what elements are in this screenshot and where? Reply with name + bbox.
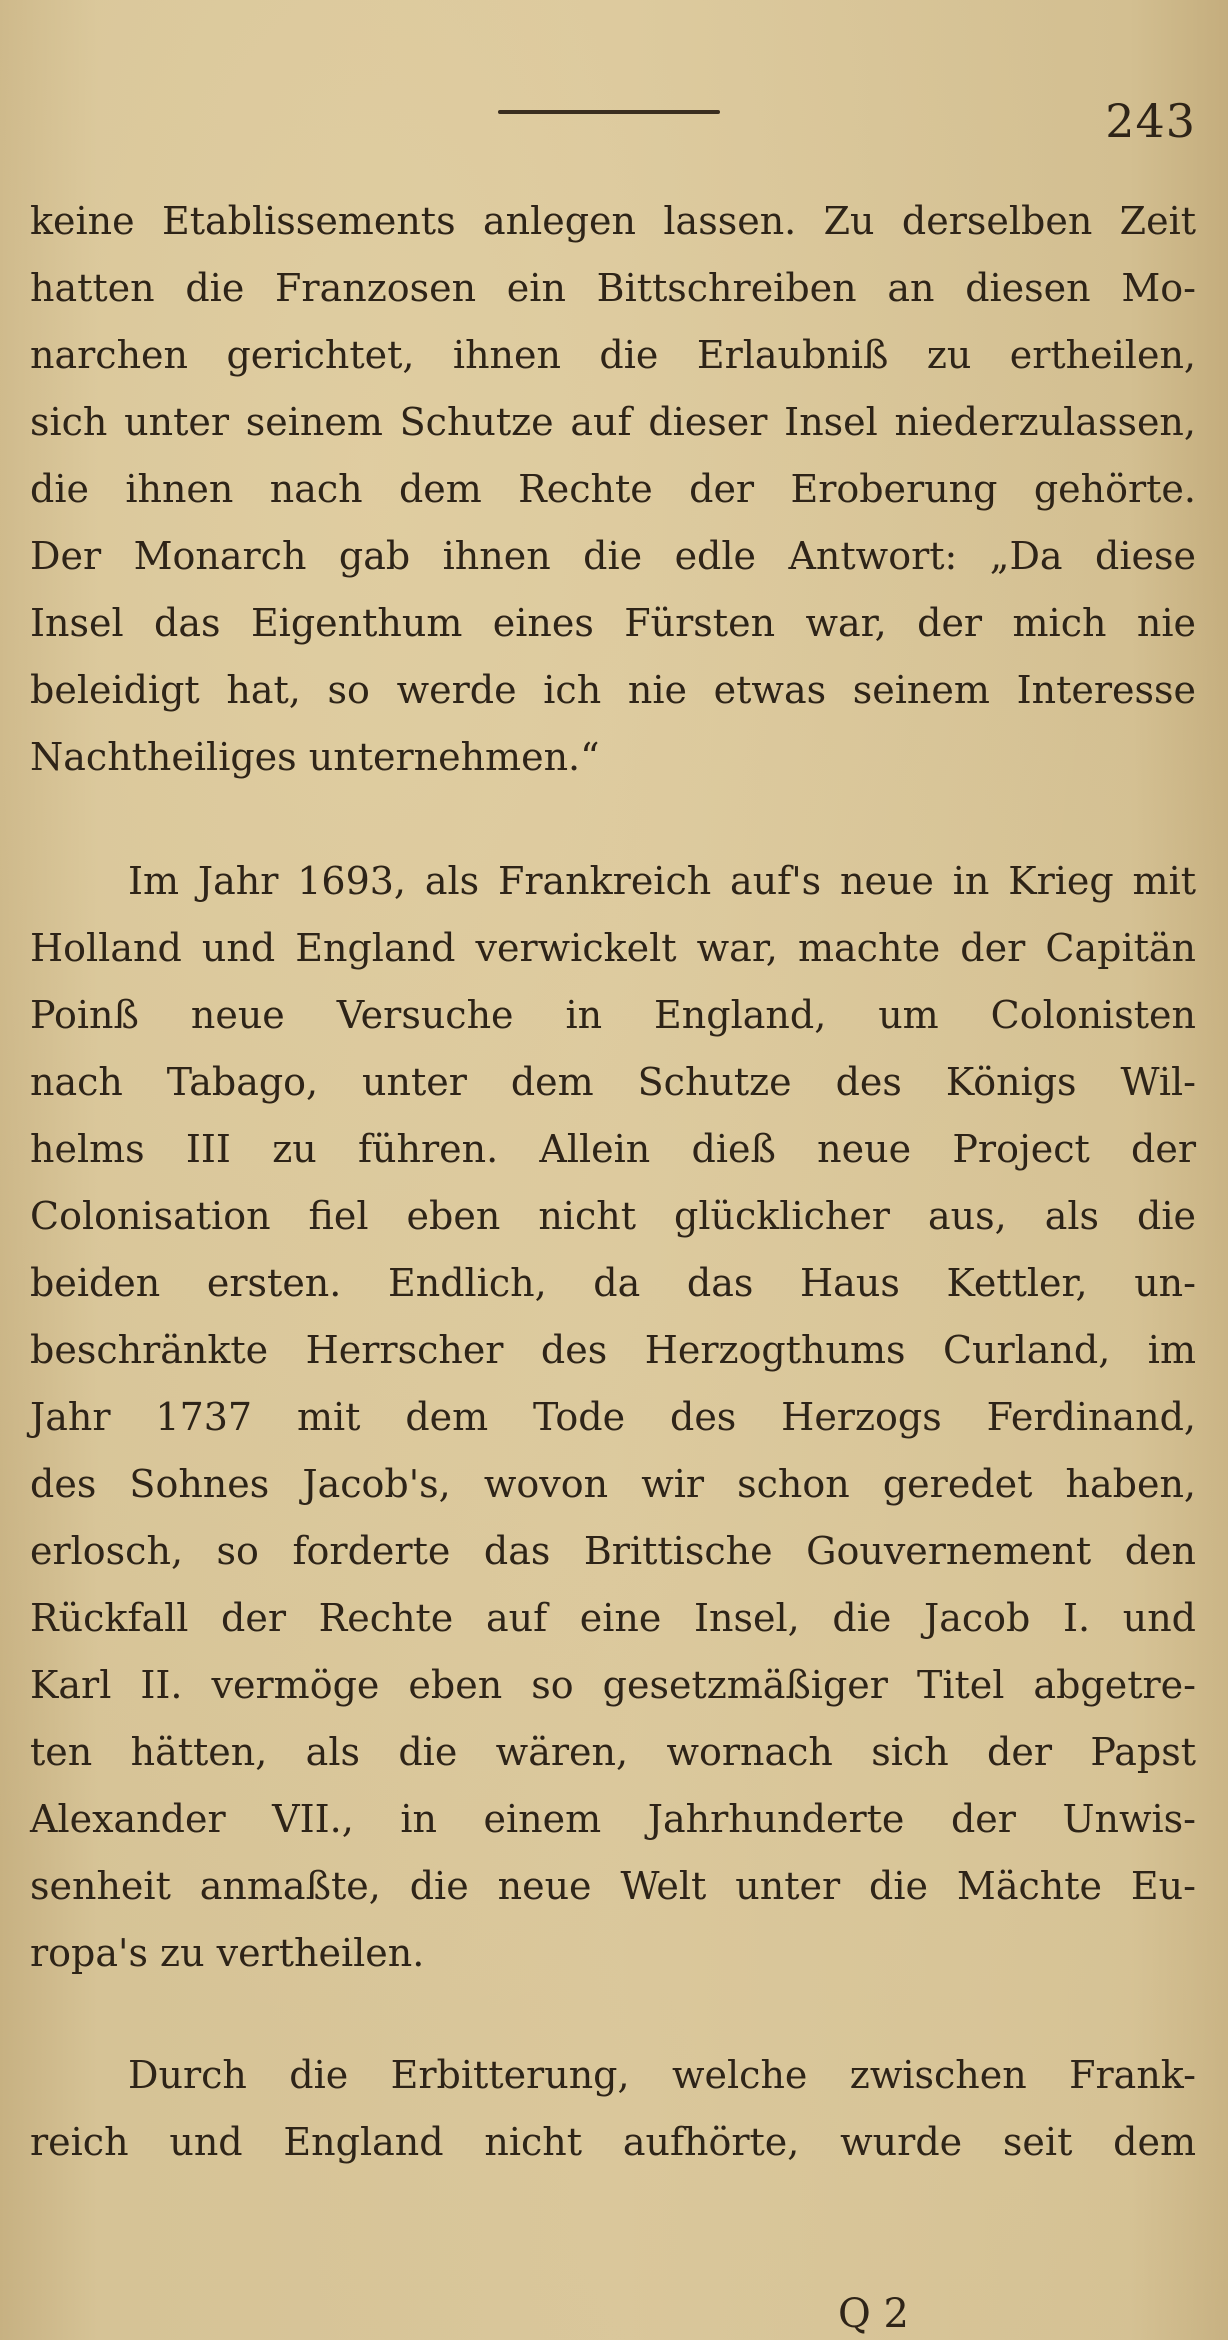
text-line: narchen gerichtet, ihnen die Erlaubniß zu ertheilen, bbox=[30, 333, 1196, 377]
text-line: Rückfall der Rechte auf eine Insel, die Jacob I. und bbox=[30, 1596, 1196, 1640]
text-line: Nachtheiliges unternehmen.“ bbox=[30, 735, 600, 779]
text-line: beiden ersten. Endlich, da das Haus Kettler, un- bbox=[30, 1261, 1196, 1305]
text-line: keine Etablissements anlegen lassen. Zu derselben Zeit bbox=[30, 199, 1196, 243]
text-line: Karl II. vermöge eben so gesetzmäßiger Titel abgetre- bbox=[30, 1663, 1196, 1707]
paragraph-3 bbox=[30, 2042, 1196, 2176]
text-line: Der Monarch gab ihnen die edle Antwort: „Da diese bbox=[30, 534, 1196, 578]
text-line: erlosch, so forderte das Brittische Gouvernement den bbox=[30, 1529, 1196, 1573]
text-line: helms III zu führen. Allein dieß neue Project der bbox=[30, 1127, 1196, 1171]
text-line: ten hätten, als die wären, wornach sich der Papst bbox=[30, 1730, 1196, 1774]
text-line: beschränkte Herrscher des Herzogthums Curland, im bbox=[30, 1328, 1196, 1372]
text-line: Holland und England verwickelt war, machte der Capitän bbox=[30, 926, 1196, 970]
printer-signature-mark: Q 2 bbox=[838, 2291, 909, 2337]
text-line: die ihnen nach dem Rechte der Eroberung gehörte. bbox=[30, 467, 1196, 511]
text-line: Alexander VII., in einem Jahrhunderte der Unwis- bbox=[30, 1797, 1196, 1841]
page-number: 243 bbox=[1105, 94, 1196, 148]
text-line: Durch die Erbitterung, welche zwischen Frank- bbox=[128, 2053, 1196, 2097]
text-line: hatten die Franzosen ein Bittschreiben an diesen Mo- bbox=[30, 266, 1196, 310]
text-line: ropa's zu vertheilen. bbox=[30, 1931, 425, 1975]
text-line: des Sohnes Jacob's, wovon wir schon geredet haben, bbox=[30, 1462, 1196, 1506]
text-line: senheit anmaßte, die neue Welt unter die Mächte Eu- bbox=[30, 1864, 1196, 1908]
paragraph-1 bbox=[30, 188, 1196, 791]
text-line: Im Jahr 1693, als Frankreich auf's neue in Krieg mit bbox=[128, 859, 1196, 903]
text-line: reich und England nicht aufhörte, wurde seit dem bbox=[30, 2120, 1196, 2164]
text-line: Colonisation fiel eben nicht glücklicher aus, als die bbox=[30, 1194, 1196, 1238]
header-rule bbox=[498, 110, 720, 114]
text-line: Jahr 1737 mit dem Tode des Herzogs Ferdinand, bbox=[30, 1395, 1196, 1439]
paragraph-2 bbox=[30, 848, 1196, 1987]
text-line: Insel das Eigenthum eines Fürsten war, der mich nie bbox=[30, 601, 1196, 645]
text-line: nach Tabago, unter dem Schutze des Königs Wil- bbox=[30, 1060, 1196, 1104]
text-line: beleidigt hat, so werde ich nie etwas seinem Interesse bbox=[30, 668, 1196, 712]
text-line: Poinß neue Versuche in England, um Colonisten bbox=[30, 993, 1196, 1037]
text-line: sich unter seinem Schutze auf dieser Insel niederzulassen, bbox=[30, 400, 1196, 444]
